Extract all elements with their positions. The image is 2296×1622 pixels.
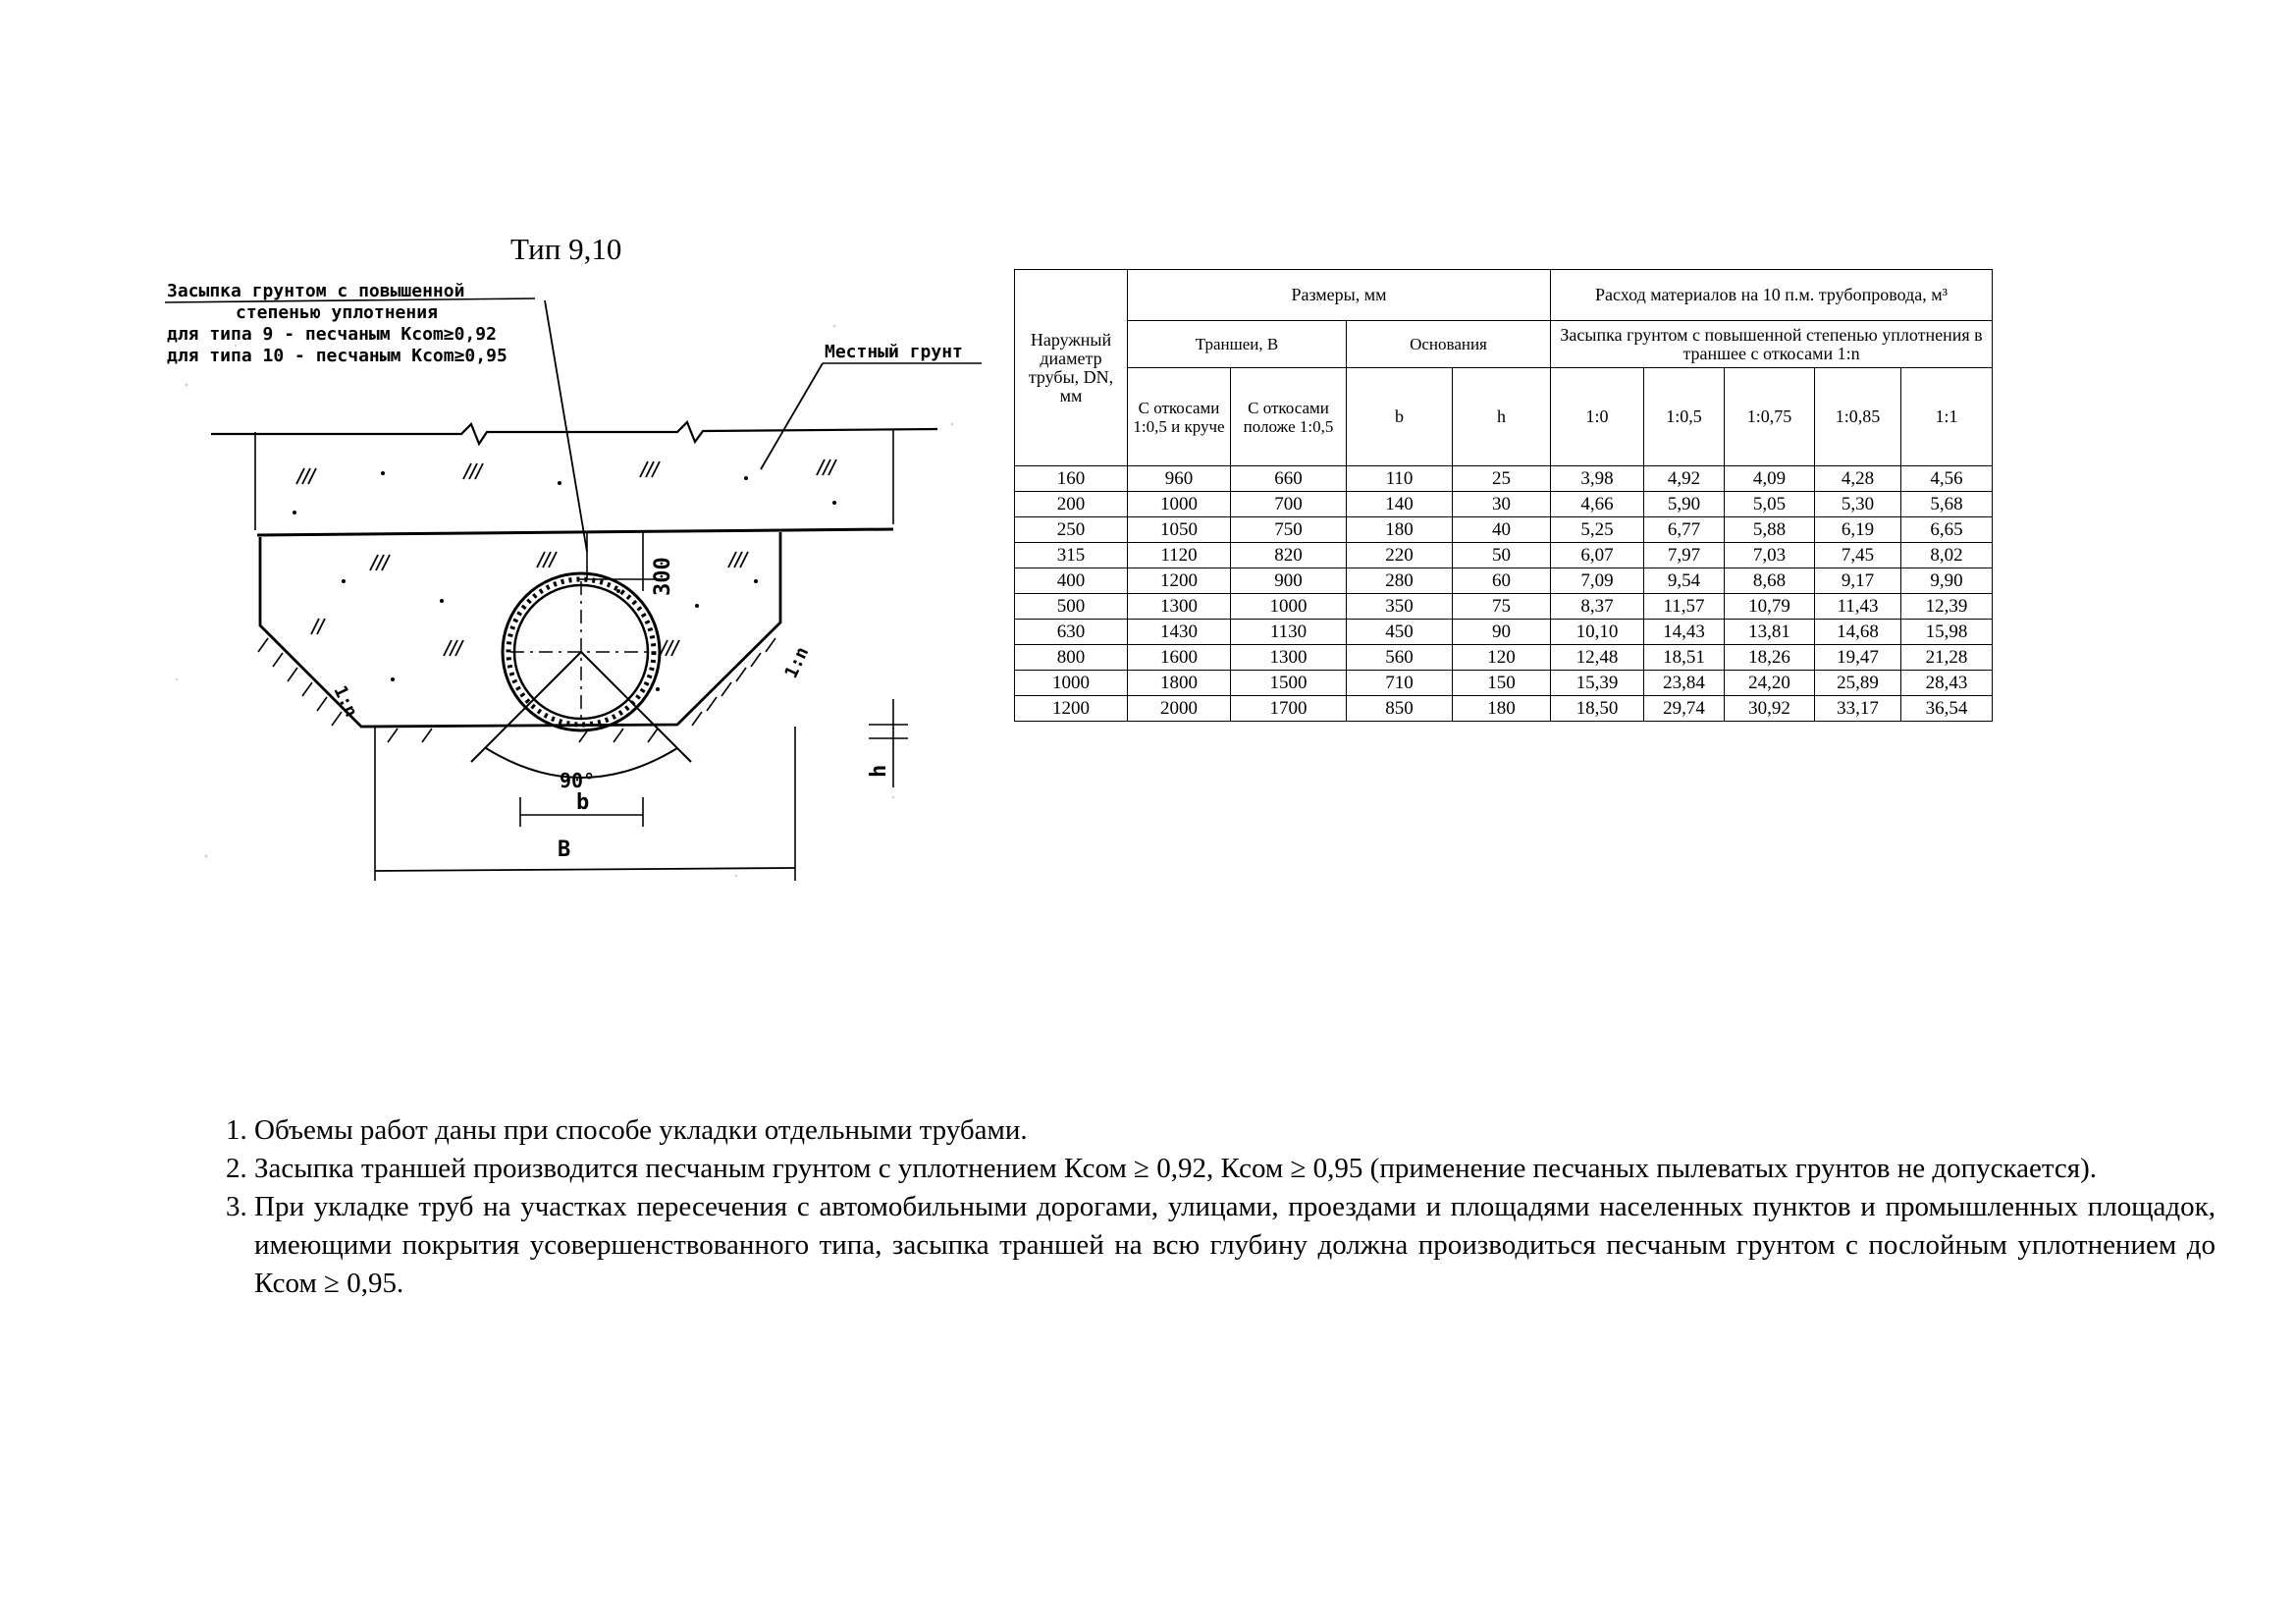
header-gentle-slope: С откосами положе 1:0,5 <box>1231 368 1347 466</box>
table-cell: 9,54 <box>1644 568 1725 594</box>
header-slope-3: 1:0,75 <box>1725 368 1815 466</box>
table-cell: 2000 <box>1128 696 1231 722</box>
table-cell: 4,92 <box>1644 466 1725 492</box>
backfill-boundary-line <box>257 529 893 535</box>
table-cell: 12,48 <box>1551 645 1644 671</box>
table-cell: 28,43 <box>1901 671 1993 696</box>
table-cell: 5,88 <box>1725 517 1815 543</box>
table-cell: 60 <box>1453 568 1551 594</box>
table-cell: 7,09 <box>1551 568 1644 594</box>
table-cell: 960 <box>1128 466 1231 492</box>
table-cell: 160 <box>1015 466 1128 492</box>
table-cell: 7,03 <box>1725 543 1815 568</box>
table-cell: 850 <box>1347 696 1453 722</box>
local-soil-label: Местный грунт <box>825 342 963 362</box>
header-materials: Расход материалов на 10 п.м. трубопровода, м³ <box>1551 270 1993 321</box>
header-sizes: Размеры, мм <box>1128 270 1551 321</box>
table-cell: 200 <box>1015 492 1128 517</box>
note-item: 3. При укладке труб на участках пересечения с автомобильными дорогами, улицами, проездами и площадями населенных пунктов и промышленных площадок, имеющими покрытия усовершенствованного типа, засыпка траншей на всю глубину должна производиться песчаным грунтом с послойным уплотнением до Ксом ≥ 0,95. <box>254 1188 2216 1303</box>
header-outer-diameter: Наружный диаметр трубы, DN, мм <box>1015 270 1128 466</box>
table-cell: 280 <box>1347 568 1453 594</box>
table-cell: 9,90 <box>1901 568 1993 594</box>
table-cell: 1700 <box>1231 696 1347 722</box>
table-cell: 14,68 <box>1815 620 1901 645</box>
table-cell: 3,98 <box>1551 466 1644 492</box>
table-cell: 630 <box>1015 620 1128 645</box>
table-cell: 5,05 <box>1725 492 1815 517</box>
table-cell: 21,28 <box>1901 645 1993 671</box>
table-cell: 120 <box>1453 645 1551 671</box>
table-cell: 500 <box>1015 594 1128 620</box>
table-row <box>1015 517 1993 543</box>
table-row <box>1015 568 1993 594</box>
table-cell: 9,17 <box>1815 568 1901 594</box>
table-cell: 50 <box>1453 543 1551 568</box>
table-cell: 7,45 <box>1815 543 1901 568</box>
table-cell: 4,28 <box>1815 466 1901 492</box>
table-row <box>1015 543 1993 568</box>
support-angle-left <box>471 652 581 762</box>
table-cell: 450 <box>1347 620 1453 645</box>
table-cell: 1000 <box>1128 492 1231 517</box>
table-cell: 19,47 <box>1815 645 1901 671</box>
table-cell: 4,09 <box>1725 466 1815 492</box>
table-cell: 1120 <box>1128 543 1231 568</box>
trench-drawing-svg <box>147 267 1001 915</box>
header-slope-4: 1:0,85 <box>1815 368 1901 466</box>
table-cell: 750 <box>1231 517 1347 543</box>
table-cell: 18,50 <box>1551 696 1644 722</box>
table-cell: 1130 <box>1231 620 1347 645</box>
header-b: b <box>1347 368 1453 466</box>
table-cell: 180 <box>1347 517 1453 543</box>
soil-texture-hatches <box>296 460 836 656</box>
table-cell: 1300 <box>1231 645 1347 671</box>
table-cell: 5,68 <box>1901 492 1993 517</box>
table-cell: 1300 <box>1128 594 1231 620</box>
table-cell: 220 <box>1347 543 1453 568</box>
slope-label-left: 1:n <box>329 682 362 721</box>
table-cell: 5,25 <box>1551 517 1644 543</box>
header-base: Основания <box>1347 321 1551 368</box>
table-cell: 660 <box>1231 466 1347 492</box>
angle-label: 90° <box>560 769 596 792</box>
table-cell: 30 <box>1453 492 1551 517</box>
table-row <box>1015 671 1993 696</box>
table-cell: 12,39 <box>1901 594 1993 620</box>
table-cell: 1800 <box>1128 671 1231 696</box>
table-body <box>1015 466 1993 722</box>
table-cell: 15,98 <box>1901 620 1993 645</box>
table-cell: 4,56 <box>1901 466 1993 492</box>
table-row <box>1015 466 1993 492</box>
notes-list <box>191 1111 2216 1303</box>
table-cell: 6,65 <box>1901 517 1993 543</box>
header-slope-1: 1:0 <box>1551 368 1644 466</box>
table-cell: 1600 <box>1128 645 1231 671</box>
table-cell: 14,43 <box>1644 620 1725 645</box>
table-cell: 140 <box>1347 492 1453 517</box>
table-cell: 1500 <box>1231 671 1347 696</box>
trench-cross-section-drawing <box>147 267 1001 915</box>
table-cell: 800 <box>1015 645 1128 671</box>
table-cell: 4,66 <box>1551 492 1644 517</box>
header-steep-slope: С откосами 1:0,5 и круче <box>1128 368 1231 466</box>
table-cell: 11,57 <box>1644 594 1725 620</box>
table-cell: 1200 <box>1015 696 1128 722</box>
table-cell: 1000 <box>1231 594 1347 620</box>
callout-line-4: для типа 10 - песчаным Kcom≥0,95 <box>167 346 507 366</box>
slope-label-right: 1:n <box>780 643 814 682</box>
table-cell: 23,84 <box>1644 671 1725 696</box>
table-cell: 25,89 <box>1815 671 1901 696</box>
table-cell: 10,79 <box>1725 594 1815 620</box>
header-slope-2: 1:0,5 <box>1644 368 1725 466</box>
table-cell: 1430 <box>1128 620 1231 645</box>
table-cell: 36,54 <box>1901 696 1993 722</box>
table-cell: 33,17 <box>1815 696 1901 722</box>
table-cell: 40 <box>1453 517 1551 543</box>
table-cell: 350 <box>1347 594 1453 620</box>
depth-label: 300 <box>651 557 675 596</box>
table-row <box>1015 492 1993 517</box>
callout-line-3: для типа 9 - песчаным Kcom≥0,92 <box>167 324 497 345</box>
note-item: 2. Засыпка траншей производится песчаным грунтом с уплотнением Ксом ≥ 0,92, Ксом ≥ 0,95 (применение песчаных пылеватых грунтов не допускается). <box>254 1150 2216 1188</box>
table-cell: 7,97 <box>1644 543 1725 568</box>
ground-surface-line <box>211 422 937 444</box>
table-cell: 24,20 <box>1725 671 1815 696</box>
table-cell: 15,39 <box>1551 671 1644 696</box>
table-row <box>1015 594 1993 620</box>
header-h: h <box>1453 368 1551 466</box>
table-cell: 560 <box>1347 645 1453 671</box>
table-row <box>1015 645 1993 671</box>
local-soil-leader <box>761 363 823 469</box>
header-trench: Траншеи, B <box>1128 321 1347 368</box>
callout-leader <box>545 300 587 552</box>
table-row <box>1015 696 1993 722</box>
table-cell: 30,92 <box>1725 696 1815 722</box>
note-item: 1. Объемы работ даны при способе укладки отдельными трубами. <box>254 1111 2216 1150</box>
table-cell: 13,81 <box>1725 620 1815 645</box>
table-cell: 6,19 <box>1815 517 1901 543</box>
table-row <box>1015 620 1993 645</box>
b-label: b <box>576 790 590 815</box>
table-cell: 8,68 <box>1725 568 1815 594</box>
table-cell: 700 <box>1231 492 1347 517</box>
callout-line-2: степенью уплотнения <box>236 302 438 323</box>
table-cell: 180 <box>1453 696 1551 722</box>
table-cell: 150 <box>1453 671 1551 696</box>
table-cell: 5,30 <box>1815 492 1901 517</box>
table-cell: 18,51 <box>1644 645 1725 671</box>
table-cell: 250 <box>1015 517 1128 543</box>
table-cell: 6,07 <box>1551 543 1644 568</box>
header-slope-5: 1:1 <box>1901 368 1993 466</box>
table-cell: 90 <box>1453 620 1551 645</box>
header-backfill: Засыпка грунтом с повышенной степенью уплотнения в траншее с откосами 1:n <box>1551 321 1993 368</box>
scan-texture <box>176 325 953 878</box>
table-cell: 11,43 <box>1815 594 1901 620</box>
table-cell: 6,77 <box>1644 517 1725 543</box>
table-cell: 1000 <box>1015 671 1128 696</box>
table-cell: 25 <box>1453 466 1551 492</box>
table-cell: 710 <box>1347 671 1453 696</box>
table-cell: 1050 <box>1128 517 1231 543</box>
table-cell: 18,26 <box>1725 645 1815 671</box>
table-cell: 75 <box>1453 594 1551 620</box>
B-dim-line <box>375 868 795 871</box>
support-angle-right <box>581 652 691 762</box>
pipe-trench-spec-table <box>1014 269 1993 722</box>
table-cell: 1200 <box>1128 568 1231 594</box>
table-cell: 315 <box>1015 543 1128 568</box>
table-cell: 110 <box>1347 466 1453 492</box>
table-cell: 8,02 <box>1901 543 1993 568</box>
table-cell: 10,10 <box>1551 620 1644 645</box>
table-cell: 5,90 <box>1644 492 1725 517</box>
table-cell: 820 <box>1231 543 1347 568</box>
callout-line-1: Засыпка грунтом с повышенной <box>167 281 465 301</box>
table-cell: 8,37 <box>1551 594 1644 620</box>
h-label: h <box>867 764 891 778</box>
table-cell: 900 <box>1231 568 1347 594</box>
table-cell: 400 <box>1015 568 1128 594</box>
table-cell: 29,74 <box>1644 696 1725 722</box>
figure-title: Тип 9,10 <box>510 232 622 266</box>
B-label: B <box>558 838 571 862</box>
